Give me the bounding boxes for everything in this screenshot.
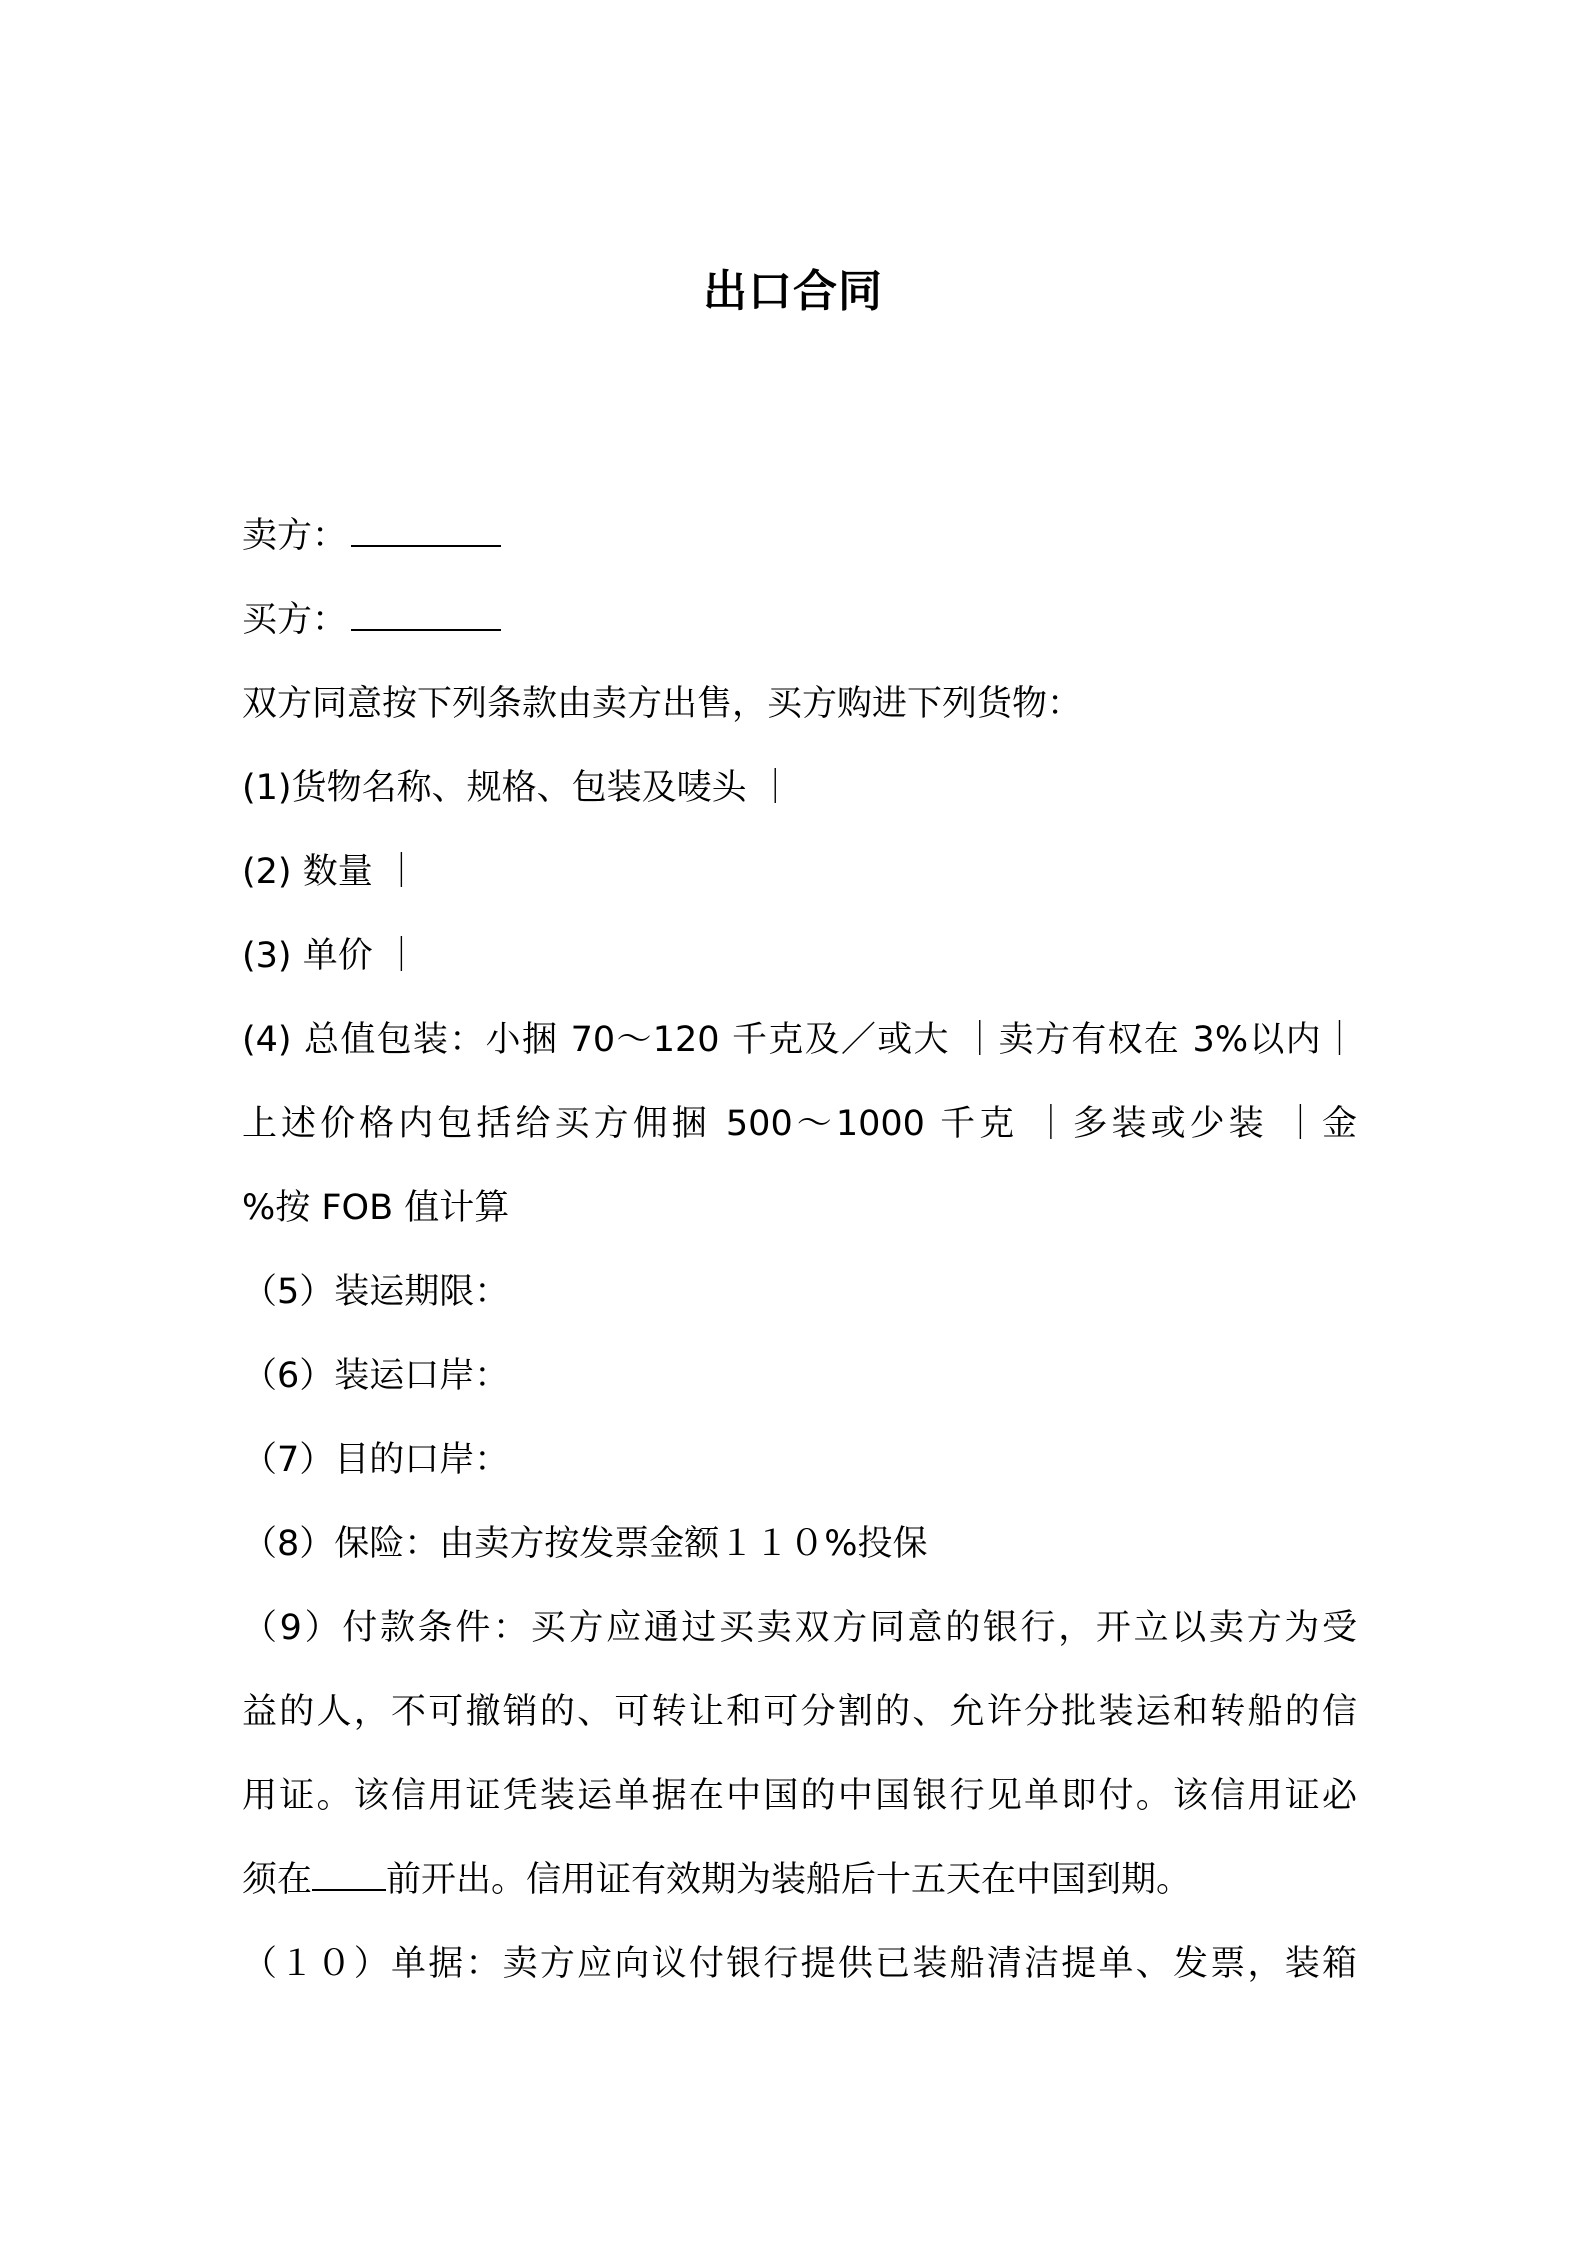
clause-6: （6）装运口岸： xyxy=(242,1356,510,1396)
intro-paragraph: 双方同意按下列条款由卖方出售，买方购进下列货物： xyxy=(242,684,1083,724)
seller-line xyxy=(242,494,1357,578)
buyer-line xyxy=(242,578,1357,662)
clause-9-line-1: （9）付款条件：买方应通过买卖双方同意的银行，开立以卖方为受 xyxy=(242,1608,1357,1648)
contract-body xyxy=(242,494,1357,2006)
clause-9-line-4-start: 须在 xyxy=(242,1860,313,1900)
seller-label: 卖方： xyxy=(242,516,348,556)
clause-9-line-3: 用证。该信用证凭装运单据在中国的中国银行见单即付。该信用证必 xyxy=(242,1776,1357,1816)
clause-2: (2) 数量 ｜ xyxy=(242,852,419,892)
clause-4-line-2: 上述价格内包括给买方佣捆 500～1000 千克 ｜多装或少装 ｜金 xyxy=(242,1104,1357,1144)
seller-blank xyxy=(351,505,501,547)
buyer-label: 买方： xyxy=(242,600,348,640)
clause-10-line-1: （１０）单据：卖方应向议付银行提供已装船清洁提单、发票，装箱 xyxy=(242,1944,1357,1984)
clause-9-line-4 xyxy=(242,1838,1357,1922)
clause-9-line-2: 益的人，不可撤销的、可转让和可分割的、允许分批装运和转船的信 xyxy=(242,1692,1357,1732)
clause-9-line-4-end: 前开出。信用证有效期为装船后十五天在中国到期。 xyxy=(386,1860,1192,1900)
lc-date-blank xyxy=(312,1849,386,1891)
clause-8: （8）保险：由卖方按发票金额１１０%投保 xyxy=(242,1524,928,1564)
buyer-blank xyxy=(351,589,501,631)
clause-7: （7）目的口岸： xyxy=(242,1440,510,1480)
clause-5: （5）装运期限： xyxy=(242,1272,510,1312)
clause-4-line-1: (4) 总值包装：小捆 70～120 千克及／或大 ｜卖方有权在 3%以内｜ xyxy=(242,1020,1357,1060)
clause-4-line-3: %按 FOB 值计算 xyxy=(242,1188,510,1228)
clause-3: (3) 单价 ｜ xyxy=(242,936,419,976)
clause-1: (1)货物名称、规格、包装及唛头 ｜ xyxy=(242,768,793,808)
document-title: 出口合同 xyxy=(703,266,883,317)
